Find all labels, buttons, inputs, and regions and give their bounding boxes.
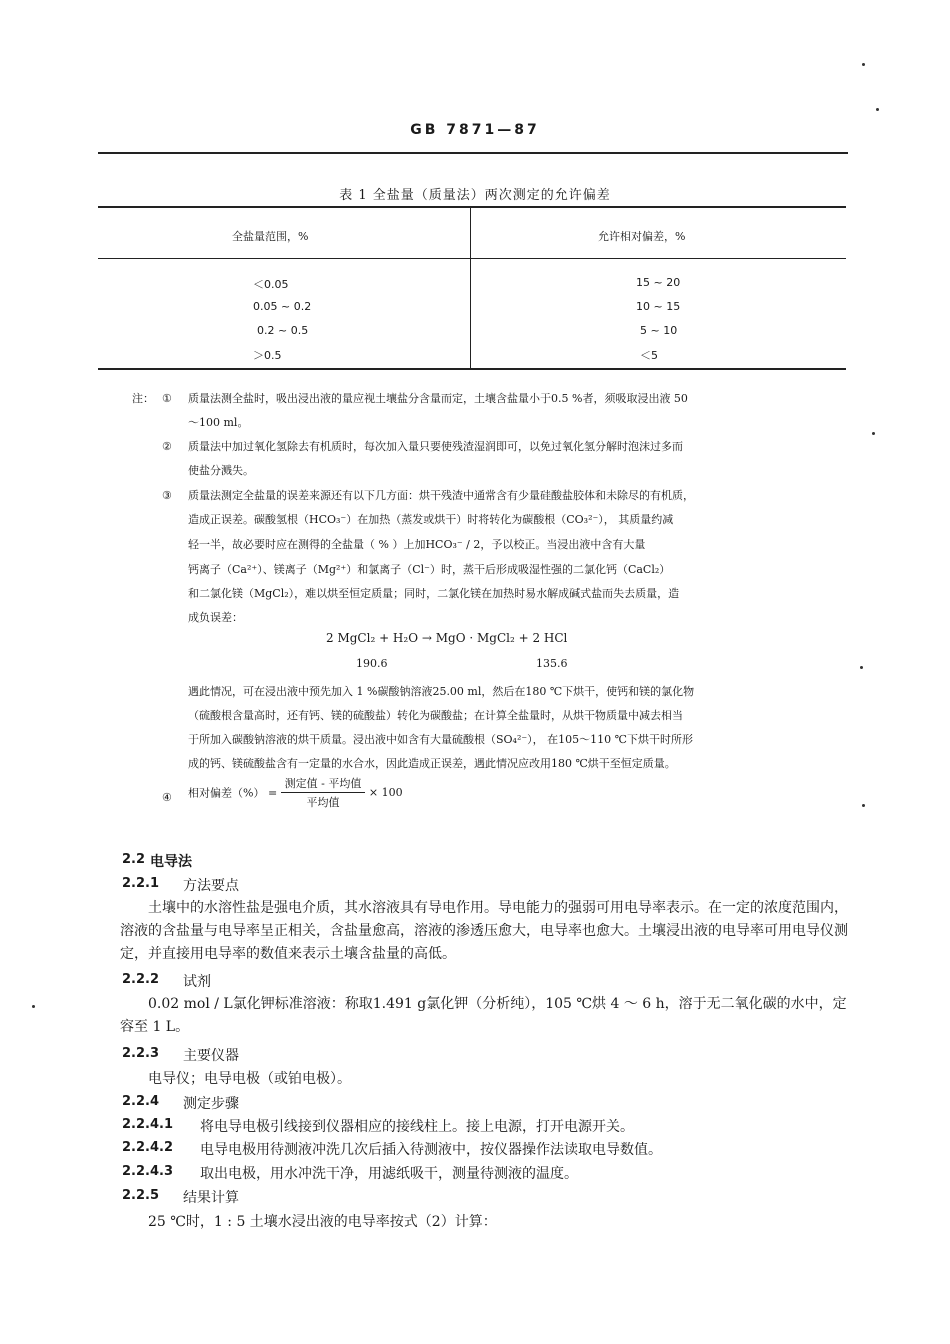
section-2-2-4-number: 2.2.4	[122, 1094, 160, 1109]
note-3-text: 钙离子（Ca²⁺）、镁离子（Mg²⁺）和氯离子（Cl⁻）时，蒸干后形成吸湿性强的二氯化钙（CaCl₂）	[188, 563, 671, 576]
formula-numerator: 测定值 - 平均值	[281, 775, 366, 793]
section-2-2-3-text: 电导仪；电导电极（或铂电极）。	[148, 1071, 351, 1087]
note-2-text: 使盐分溅失。	[188, 464, 254, 477]
section-2-2-4-3-number: 2.2.4.3	[122, 1164, 173, 1179]
section-2-2-5-number: 2.2.5	[122, 1188, 160, 1203]
table-header-rule	[98, 258, 846, 259]
scan-speck	[860, 666, 863, 669]
note-3-text: 遇此情况，可在浸出液中预先加入 1 %碳酸钠溶液25.00 ml，然后在180 ℃下烘干，使钙和镁的氯化物	[188, 685, 695, 698]
chemical-equation: 2 MgCl₂ + H₂O → MgO · MgCl₂ + 2 HCl	[326, 631, 568, 645]
section-2-2-5-text: 25 ℃时，1 : 5 土壤水浸出液的电导率按式（2）计算：	[148, 1214, 497, 1230]
table-header-deviation: 允许相对偏差，%	[598, 230, 686, 243]
note-2-text: 质量法中加过氧化氢除去有机质时，每次加入量只要使残渣湿润即可，以免过氧化氢分解时泡沫过多而	[188, 440, 683, 453]
section-2-2-5-title: 结果计算	[183, 1190, 239, 1206]
equation-molar-mass-right: 135.6	[536, 657, 568, 670]
section-2-2-2-number: 2.2.2	[122, 972, 160, 987]
section-2-2-4-2-number: 2.2.4.2	[122, 1140, 173, 1155]
note-3-text: 造成正误差。碳酸氢根（HCO₃⁻）在加热（蒸发或烘干）时将转化为碳酸根（CO₃²⁻）， 其质量约减	[188, 513, 674, 526]
table-cell-range: 0.2 ~ 0.5	[257, 324, 309, 337]
table-column-divider	[470, 208, 471, 368]
section-2-2-3-title: 主要仪器	[183, 1048, 239, 1064]
table-caption: 表 1 全盐量（质量法）两次测定的允许偏差	[339, 188, 611, 203]
note-3-text: （硫酸根含量高时，还有钙、镁的硫酸盐）转化为碳酸盐；在计算全盐量时，从烘干物质量中减去相当	[188, 709, 683, 722]
note-1-text: 质量法测全盐时，吸出浸出液的量应视土壤盐分含量而定，土壤含盐量小于0.5 %者，须吸取浸出液 50	[188, 392, 688, 405]
section-2-2-number: 2.2	[122, 852, 146, 867]
standard-number: GB 7871—87	[410, 122, 540, 138]
scan-speck	[876, 108, 879, 111]
table-cell-range: ＜0.05	[253, 278, 289, 291]
formula-label: 相对偏差（%） =	[188, 786, 278, 800]
table-cell-deviation: 5 ~ 10	[640, 324, 678, 337]
section-2-2-4-3-text: 取出电极，用水冲洗干净，用滤纸吸干，测量待测液的温度。	[200, 1166, 578, 1182]
section-2-2-4-2-text: 电导电极用待测液冲洗几次后插入待测液中，按仪器操作法读取电导数值。	[200, 1142, 662, 1158]
section-2-2-2-title: 试剂	[183, 974, 211, 990]
section-2-2-1-title: 方法要点	[183, 878, 239, 894]
formula-denominator: 平均值	[306, 796, 340, 809]
table-top-rule	[98, 206, 846, 208]
table-cell-range: ＞0.5	[253, 349, 282, 362]
note-3-text: 轻一半，故必要时应在测得的全盐量（ % ）上加HCO₃⁻ / 2，予以校正。当浸出液中含有大量	[188, 538, 646, 551]
section-2-2-3-number: 2.2.3	[122, 1046, 160, 1061]
note-3-text: 成负误差：	[188, 611, 243, 624]
formula-fraction	[281, 775, 366, 810]
table-cell-deviation: 10 ~ 15	[636, 300, 681, 313]
formula-multiplier: × 100	[368, 786, 403, 799]
scan-speck	[862, 804, 865, 807]
equation-molar-mass-left: 190.6	[356, 657, 388, 670]
section-2-2-4-title: 测定步骤	[183, 1096, 239, 1112]
note-4-marker: ④	[162, 791, 172, 804]
note-3-marker: ③	[162, 489, 172, 502]
section-2-2-4-1-text: 将电导电极引线接到仪器相应的接线柱上。接上电源，打开电源开关。	[200, 1119, 634, 1135]
relative-deviation-formula	[188, 775, 403, 810]
scan-speck	[872, 432, 875, 435]
note-1-text: ～100 ml。	[188, 416, 249, 429]
section-2-2-2-paragraph: 0.02 mol / L氯化钾标准溶液：称取1.491 g氯化钾（分析纯），105 ℃烘 4 ～ 6 h，溶于无二氧化碳的水中，定容至 1 L。	[120, 996, 847, 1035]
scan-speck	[32, 1005, 35, 1008]
section-2-2-title: 电导法	[150, 854, 192, 870]
note-1-marker: ①	[162, 392, 172, 405]
table-cell-deviation: ＜5	[640, 349, 658, 362]
note-3-text: 质量法测定全盐量的误差来源还有以下几方面：烘干残渣中通常含有少量硅酸盐胶体和未除尽的有机质，	[188, 489, 694, 502]
table-bottom-rule	[98, 368, 846, 370]
note-2-marker: ②	[162, 440, 172, 453]
note-3-text: 于所加入碳酸钠溶液的烘干质量。浸出液中如含有大量硫酸根（SO₄²⁻）， 在105～110 ℃下烘干时所形	[188, 733, 693, 746]
section-2-2-1-paragraph: 土壤中的水溶性盐是强电介质，其水溶液具有导电作用。导电能力的强弱可用电导率表示。在一定的浓度范围内，溶液的含盐量与电导率呈正相关，含盐量愈高，溶液的渗透压愈大，电导率也愈大。土壤浸出液的电导率可用电导仪测定，并直接用电导率的数值来表示土壤含盐量的高低。	[120, 900, 848, 962]
header-rule	[98, 152, 848, 154]
table-header-range: 全盐量范围，%	[232, 230, 309, 243]
section-2-2-4-1-number: 2.2.4.1	[122, 1117, 173, 1132]
scan-speck	[862, 63, 865, 66]
table-cell-range: 0.05 ~ 0.2	[253, 300, 312, 313]
notes-label: 注：	[132, 392, 154, 405]
table-cell-deviation: 15 ~ 20	[636, 276, 681, 289]
section-2-2-1-number: 2.2.1	[122, 876, 160, 891]
note-3-text: 和二氯化镁（MgCl₂），难以烘至恒定质量；同时，二氯化镁在加热时易水解成碱式盐而失去质量，造	[188, 587, 680, 600]
note-3-text: 成的钙、镁硫酸盐含有一定量的水合水，因此造成正误差，遇此情况应改用180 ℃烘干至恒定质量。	[188, 757, 676, 770]
